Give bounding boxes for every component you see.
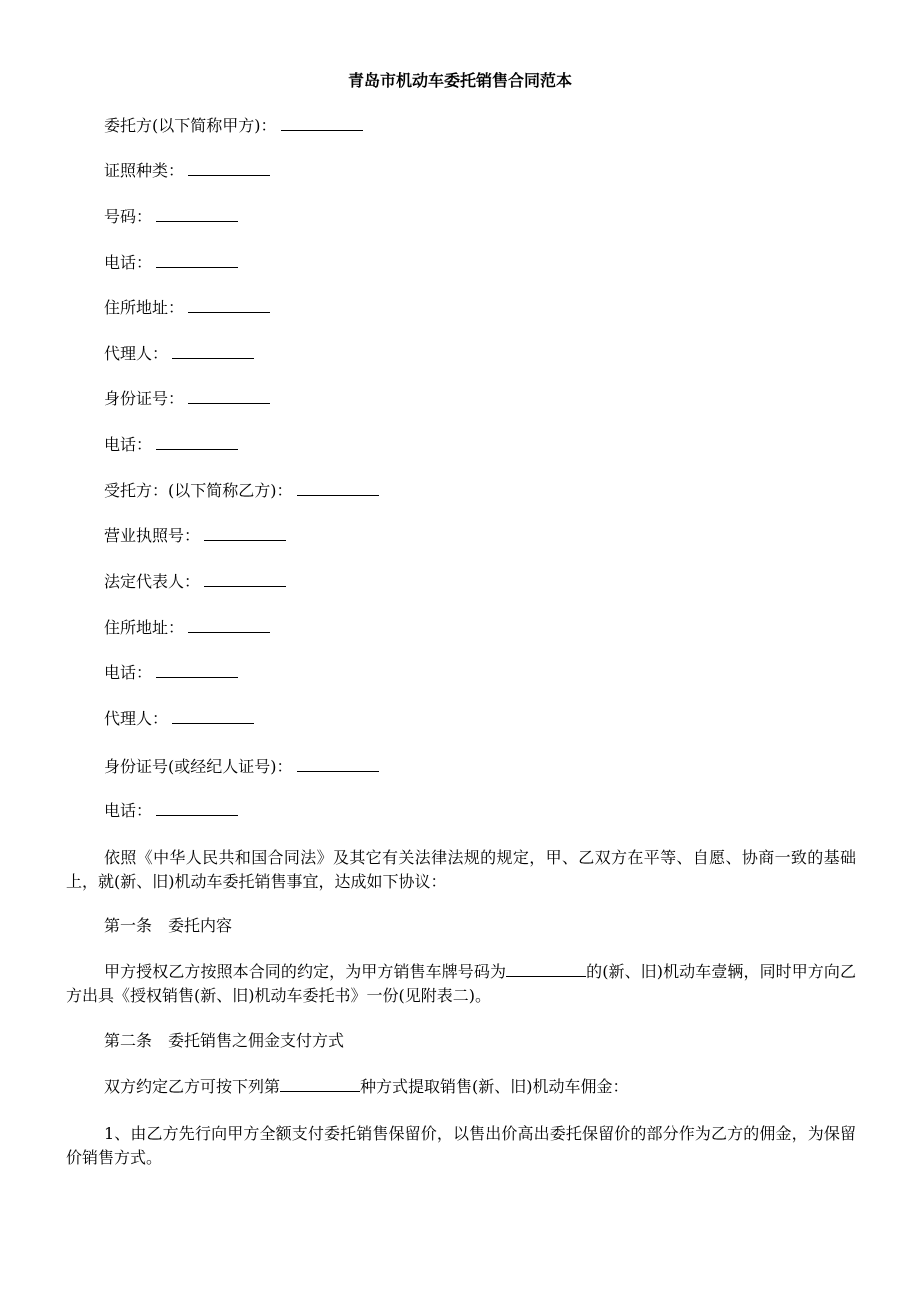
field-row <box>104 526 286 546</box>
field-row <box>104 207 238 227</box>
article-2-text-a: 双方约定乙方可按下列第 <box>104 1077 281 1096</box>
field-row <box>104 435 238 455</box>
field-blank[interactable] <box>188 389 270 404</box>
plate-number-blank[interactable] <box>506 962 586 977</box>
field-label: 证照种类： <box>104 161 185 180</box>
field-label: 身份证号： <box>104 389 185 408</box>
field-label: 电话： <box>104 435 153 454</box>
article-2-text-b: 种方式提取销售(新、旧)机动车佣金： <box>360 1077 629 1096</box>
field-row <box>104 618 270 638</box>
field-blank[interactable] <box>188 298 270 313</box>
field-blank[interactable] <box>188 618 270 633</box>
article-2-item-1: 1、由乙方先行向甲方全额支付委托销售保留价，以售出价高出委托保留价的部分作为乙方的佣金，为保留价销售方式。 <box>66 1124 856 1167</box>
field-blank[interactable] <box>297 481 379 496</box>
field-blank[interactable] <box>204 526 286 541</box>
field-blank[interactable] <box>172 709 254 724</box>
field-blank[interactable] <box>188 161 270 176</box>
article-1-heading: 第一条 委托内容 <box>104 916 233 935</box>
article-1-text-a: 甲方授权乙方按照本合同的约定，为甲方销售车牌号码为 <box>104 962 507 981</box>
field-blank[interactable] <box>156 253 238 268</box>
field-label: 电话： <box>104 663 153 682</box>
field-row <box>104 116 363 136</box>
field-row <box>104 757 379 777</box>
field-row <box>104 344 254 364</box>
field-label: 住所地址： <box>104 298 185 317</box>
field-label: 身份证号(或经纪人证号)： <box>104 757 293 776</box>
field-row <box>104 709 254 729</box>
intro-paragraph: 依照《中华人民共和国合同法》及其它有关法律法规的规定，甲、乙双方在平等、自愿、协商一致的基础上，就(新、旧)机动车委托销售事宜，达成如下协议： <box>66 848 856 891</box>
article-1-text <box>66 960 856 1008</box>
field-blank[interactable] <box>156 207 238 222</box>
field-label: 电话： <box>104 253 153 272</box>
field-row <box>104 161 270 181</box>
method-number-blank[interactable] <box>280 1077 360 1092</box>
field-label: 委托方(以下简称甲方)： <box>104 116 277 135</box>
field-label: 号码： <box>104 207 153 226</box>
field-row <box>104 572 286 592</box>
field-label: 受托方：(以下简称乙方)： <box>104 481 293 500</box>
field-label: 法定代表人： <box>104 572 201 591</box>
article-1-text-b: 的(新、旧)机动车壹辆，同时甲方向乙方出具《授权销售(新、旧)机动车委托书》一份(见附表二)。 <box>66 962 856 1005</box>
field-label: 住所地址： <box>104 618 185 637</box>
article-2-text <box>104 1077 629 1097</box>
field-blank[interactable] <box>281 116 363 131</box>
field-blank[interactable] <box>156 663 238 678</box>
field-row <box>104 481 379 501</box>
field-blank[interactable] <box>156 801 238 816</box>
field-blank[interactable] <box>156 435 238 450</box>
field-row <box>104 253 238 273</box>
field-label: 电话： <box>104 801 153 820</box>
field-row <box>104 663 238 683</box>
article-2-heading: 第二条 委托销售之佣金支付方式 <box>104 1031 345 1050</box>
field-row <box>104 298 270 318</box>
field-blank[interactable] <box>297 757 379 772</box>
field-blank[interactable] <box>172 344 254 359</box>
document-title: 青岛市机动车委托销售合同范本 <box>347 71 572 90</box>
field-label: 代理人： <box>104 709 169 728</box>
field-blank[interactable] <box>204 572 286 587</box>
field-label: 营业执照号： <box>104 526 201 545</box>
field-label: 代理人： <box>104 344 169 363</box>
field-row <box>104 389 270 409</box>
field-row <box>104 801 238 821</box>
